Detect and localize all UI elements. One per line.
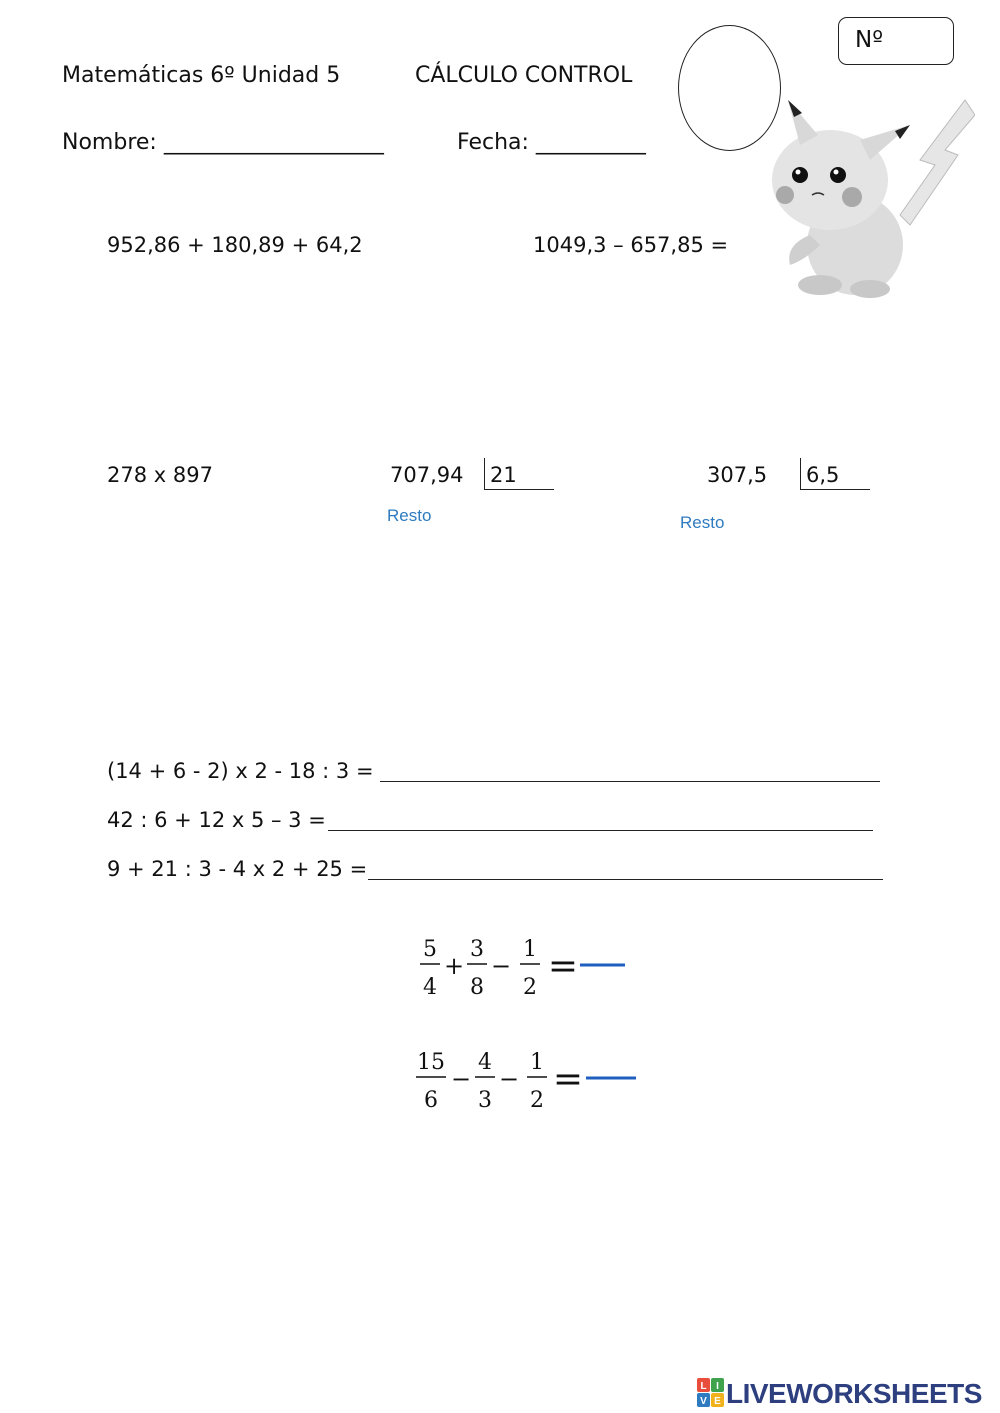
division1-remainder-label: Resto [387, 506, 432, 525]
multiplication-exercise: 278 x 897 [107, 463, 213, 487]
number-label: Nº [855, 27, 884, 53]
division1-dividend: 707,94 [390, 463, 464, 487]
fraction-exercise-1 [410, 932, 640, 1004]
division2-divisor: 6,5 [806, 463, 840, 487]
logo-letter-e: E [714, 1396, 721, 1407]
worksheet-title: CÁLCULO CONTROL [415, 63, 633, 88]
pikachu-illustration [760, 95, 975, 300]
fraction2-equals: = [552, 1059, 584, 1100]
combined-operation-2: 42 : 6 + 12 x 5 – 3 = [107, 808, 326, 832]
fraction1-term2-den: 8 [470, 975, 484, 1000]
fraction1-term1-den: 4 [423, 975, 437, 1000]
liveworksheets-brand[interactable]: LIVEWORKSHEETS [726, 1378, 982, 1409]
name-field-label: Nombre: ____________________ [62, 130, 384, 155]
addition-exercise: 952,86 + 180,89 + 64,2 [107, 233, 363, 257]
fraction-exercise-2 [410, 1045, 650, 1117]
fraction2-term3-num: 1 [530, 1050, 544, 1075]
fraction1-equals: = [547, 946, 579, 987]
fraction2-term1-num: 15 [417, 1050, 445, 1075]
combined-operation-3: 9 + 21 : 3 - 4 x 2 + 25 = [107, 857, 368, 881]
fraction2-term2-den: 3 [478, 1088, 492, 1113]
date-field-label: Fecha: __________ [457, 130, 646, 155]
subtraction-exercise: 1049,3 – 657,85 = [533, 233, 729, 257]
fraction1-term2-num: 3 [470, 937, 484, 962]
logo-letter-l: L [700, 1381, 707, 1392]
fraction1-term1-num: 5 [423, 937, 437, 962]
answer-line-3[interactable] [368, 879, 883, 880]
division2-dividend: 307,5 [707, 463, 768, 487]
fraction2-op1: − [450, 1065, 472, 1093]
division2-underline [800, 489, 870, 490]
liveworksheets-logo-icon [697, 1376, 725, 1410]
answer-line-1[interactable] [380, 781, 880, 782]
logo-letter-v: V [700, 1396, 707, 1407]
division2-bracket [800, 458, 801, 490]
number-box [838, 17, 954, 65]
fraction1-op2: − [490, 952, 512, 980]
answer-line-2[interactable] [328, 830, 873, 831]
subject-heading: Matemáticas 6º Unidad 5 [62, 63, 341, 88]
fraction2-term3-den: 2 [530, 1088, 544, 1113]
division1-divisor: 21 [490, 463, 517, 487]
fraction2-term1-den: 6 [424, 1088, 438, 1113]
logo-letter-i: I [716, 1381, 719, 1392]
fraction1-term3-den: 2 [523, 975, 537, 1000]
division2-remainder-label: Resto [680, 513, 725, 532]
combined-operation-1: (14 + 6 - 2) x 2 - 18 : 3 = [107, 759, 374, 783]
fraction2-term2-num: 4 [478, 1050, 492, 1075]
division1-underline [484, 489, 554, 490]
fraction1-term3-num: 1 [523, 937, 537, 962]
fraction1-op1: + [443, 952, 465, 980]
division1-bracket [484, 458, 485, 490]
fraction2-op2: − [498, 1065, 520, 1093]
